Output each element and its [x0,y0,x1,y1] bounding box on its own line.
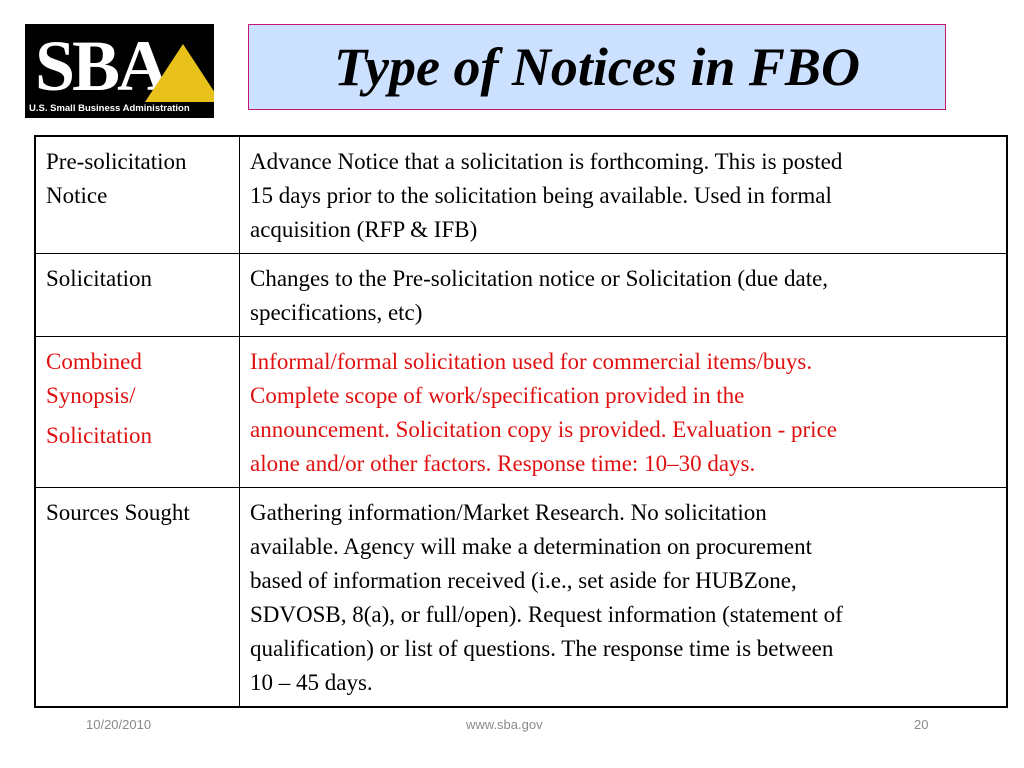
notice-type-line: Solicitation [46,266,153,291]
description-line: based of information received (i.e., set aside for HUBZone, [250,568,797,593]
notice-description-cell [240,488,1008,708]
table-row [35,136,1007,254]
logo-triangle-icon [145,44,214,102]
notice-type-cell [35,337,240,488]
table-row-highlighted [35,337,1007,488]
notice-type-line: Synopsis/ [46,383,136,408]
notice-description-cell [240,254,1008,337]
title-box [248,24,946,110]
description-line: announcement. Solicitation copy is provided. Evaluation - price [250,417,837,442]
notice-description-cell [240,136,1008,254]
description-line: Gathering information/Market Research. No solicitation [250,500,767,525]
description-line: Changes to the Pre-solicitation notice or Solicitation (due date, [250,266,829,291]
description-line: Informal/formal solicitation used for commercial items/buys. [250,349,813,374]
notice-type-line: Solicitation [46,423,153,448]
notice-type-cell [35,136,240,254]
table-row [35,254,1007,337]
notice-type-cell [35,488,240,708]
notice-type-cell [35,254,240,337]
table-row [35,488,1007,708]
notice-type-line: Pre-solicitation [46,149,187,174]
notice-type-line: Combined [46,349,142,374]
sba-logo [25,24,214,118]
slide-title: Type of Notices in FBO [334,37,860,97]
description-line: SDVOSB, 8(a), or full/open). Request information (statement of [250,602,843,627]
notice-description-cell [240,337,1008,488]
logo-letters: SBA [35,26,167,106]
description-line: Complete scope of work/specification provided in the [250,383,745,408]
description-line: 10 – 45 days. [250,670,373,695]
logo-caption: U.S. Small Business Administration [29,103,190,114]
notice-type-line: Notice [46,183,108,208]
footer-page-number: 20 [914,717,929,732]
description-line: 15 days prior to the solicitation being available. Used in formal [250,183,832,208]
description-line: available. Agency will make a determination on procurement [250,534,813,559]
description-line: alone and/or other factors. Response time: 10–30 days. [250,451,756,476]
footer-url: www.sba.gov [466,717,543,732]
footer-date: 10/20/2010 [86,717,152,732]
description-line: acquisition (RFP & IFB) [250,217,478,242]
notice-type-line: Sources Sought [46,500,190,525]
description-line: qualification) or list of questions. The response time is between [250,636,834,661]
description-line: Advance Notice that a solicitation is forthcoming. This is posted [250,149,843,174]
description-line: specifications, etc) [250,300,423,325]
notice-types-table [34,135,1008,708]
